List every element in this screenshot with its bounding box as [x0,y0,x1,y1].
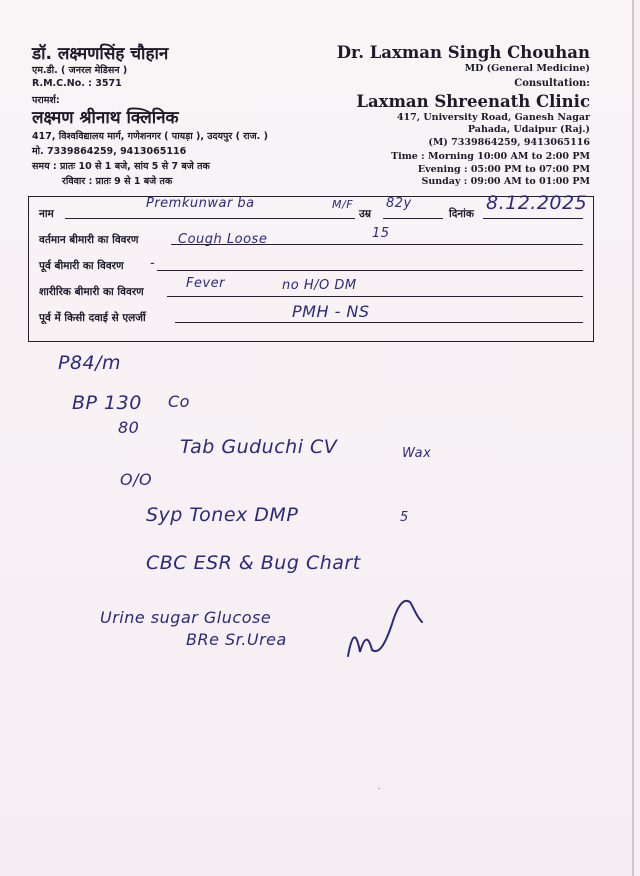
form-row-current [29,227,589,249]
clinic-name-hindi: लक्ष्मण श्रीनाथ क्लिनिक [32,108,179,128]
address-line-2: Pahada, Udaipur (Raj.) [467,124,590,135]
header-left [32,44,362,189]
doctor-name-english: Dr. Laxman Singh Chouhan [336,43,590,62]
mobile-english: (M) 7339864259, 9413065116 [428,136,590,148]
hw-physical-illness: Fever [186,276,226,291]
hw-age-prefix: M/F [332,198,354,211]
hw-rx-line5: BRe Sr.Urea [186,630,287,649]
degree-hindi: एम.डी. ( जनरल मेडिसन ) [32,65,128,76]
date-line [483,218,583,219]
hw-rx-line1-note: Wax [402,446,432,461]
name-line [65,218,355,219]
name-label: नाम [39,208,54,220]
time-sunday: Sunday : 09:00 AM to 01:00 PM [421,176,590,187]
degree-english: MD (General Medicine) [464,63,590,74]
time-evening: Evening : 05:00 PM to 07:00 PM [417,163,590,175]
consultation-label: Consultation: [514,77,590,89]
allergy-label: पूर्व में किसी दवाई से एलर्जी [39,312,146,324]
form-row-past [29,253,589,275]
time-morning: Time : Morning 10:00 AM to 2:00 PM [391,151,590,162]
hw-allergy: PMH - NS [292,302,370,321]
hw-bp-bottom: 80 [118,418,140,437]
date-label: दिनांक [449,208,474,220]
hw-pulse: P84/m [58,352,122,374]
hw-current-duration: 15 [372,226,390,241]
age-label: उम्र [359,208,372,220]
hw-current-illness: Cough Loose [178,232,268,247]
rmc-number: R.M.C.No. : 3571 [32,78,122,89]
past-illness-line [157,270,583,271]
address-hindi: 417, विश्वविद्यालय मार्ग, गणेशनगर ( पायड़ा ), उदयपुर ( राज. ) [32,131,268,142]
signature-scribble [344,594,428,664]
allergy-line [175,322,583,323]
physical-illness-label: शारीरिक बीमारी का विवरण [39,286,144,298]
speck-mark: . [378,782,382,791]
past-illness-label: पूर्व बीमारी का विवरण [39,260,124,272]
hw-rx-line1: Tab Guduchi CV [180,436,338,458]
hw-rx-prefix: O/O [120,470,153,489]
header-right [330,42,590,189]
timing-hindi: समय : प्रातः 10 से 1 बजे, सांय 5 से 7 बजे तक [32,161,210,172]
consult-label-hindi: परामर्श: [32,95,60,106]
hw-rx-line3: CBC ESR & Bug Chart [146,552,361,574]
hw-patient-name: Premkunwar ba [146,196,255,211]
age-line [383,218,443,219]
hw-bp-tag: Co [168,392,190,411]
hw-physical-note: no H/O DM [282,278,357,293]
hw-date: 8.12.2025 [486,192,588,214]
mobile-hindi: मो. 7339864259, 9413065116 [32,146,187,157]
current-illness-label: वर्तमान बीमारी का विवरण [39,234,139,246]
sunday-timing-hindi: रविवार : प्रातः 9 से 1 बजे तक [62,176,173,187]
hw-bp-top: BP 130 [72,392,142,414]
hw-age: 82y [386,196,412,211]
hw-past-illness: - [150,256,156,271]
hw-rx-line2-note: 5 [400,510,409,525]
doctor-name-hindi: डॉ. लक्ष्मणसिंह चौहान [32,44,169,64]
clinic-name-english: Laxman Shreenath Clinic [356,91,590,111]
hw-rx-line4: Urine sugar Glucose [100,608,272,627]
hw-rx-line2: Syp Tonex DMP [146,504,299,526]
address-line-1: 417, University Road, Ganesh Nagar [396,111,590,123]
physical-illness-line [167,296,583,297]
